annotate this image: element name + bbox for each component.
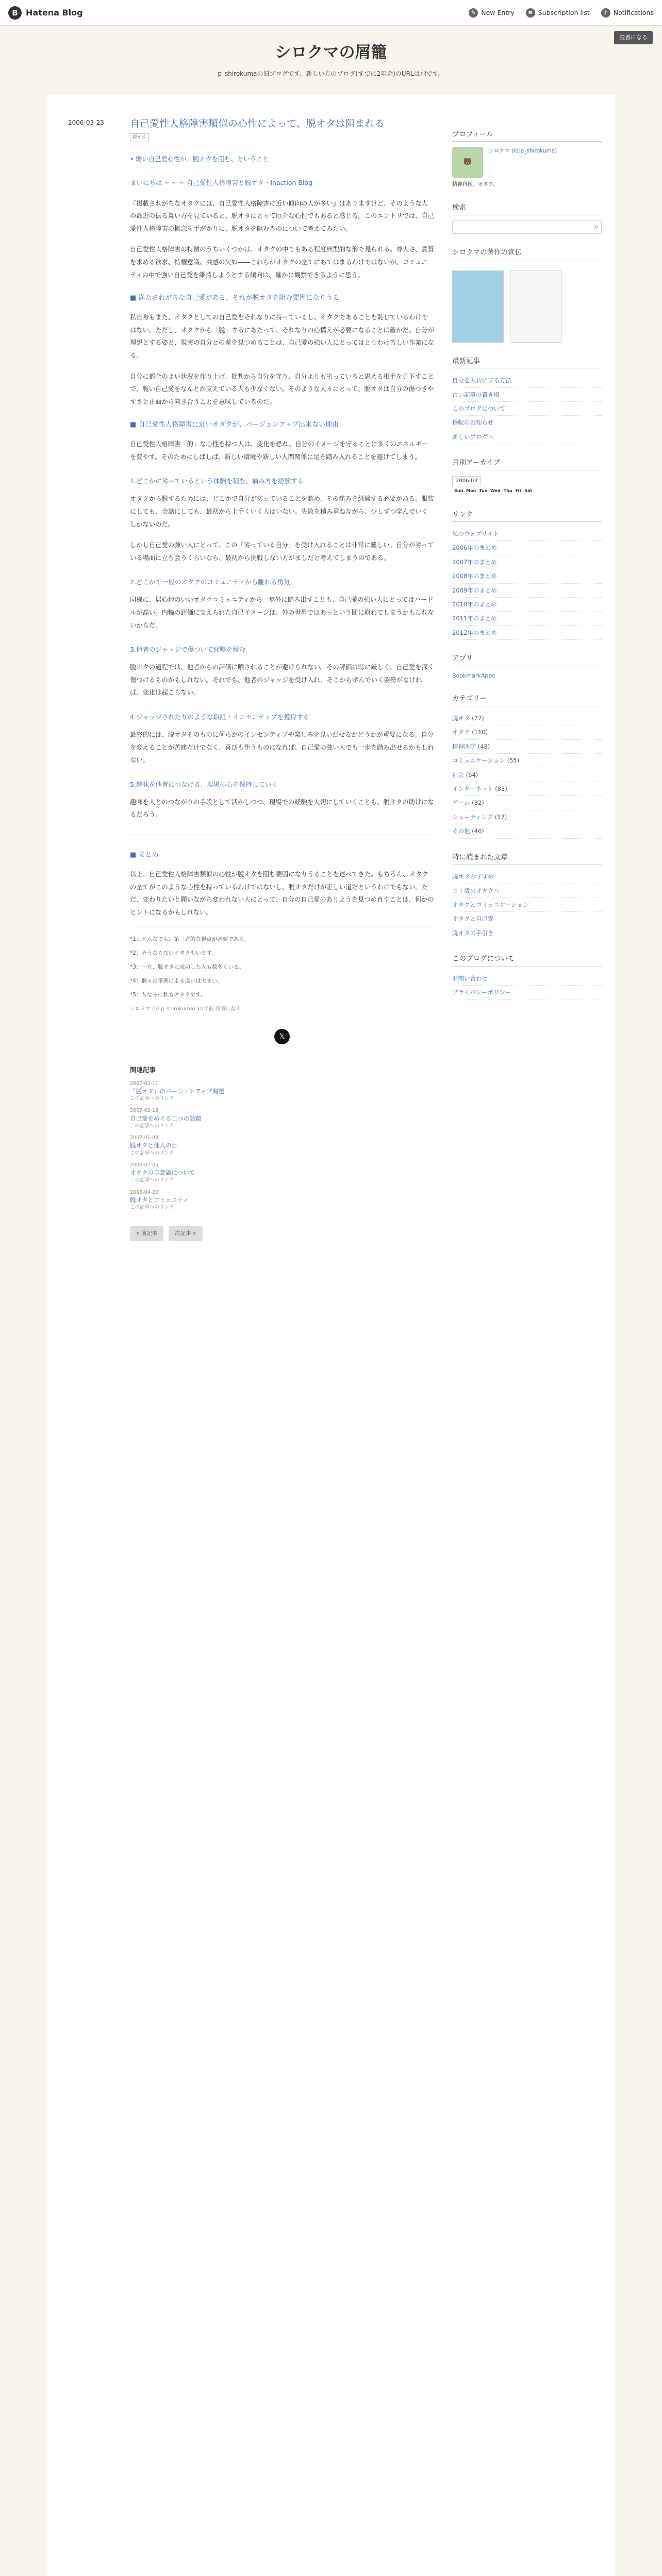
profile-box	[452, 147, 602, 178]
category-item[interactable]	[452, 754, 602, 768]
paragraph: 自己愛性人格障害「的」な心性を持つ人は、変化を恐れ、自分のイメージを守ることに多くのエネルギーを費やす。そのためにしばしば、新しい環境や新しい人間関係に足を踏み入れることを避けてしまう。	[130, 440, 428, 461]
category-count: (40)	[472, 827, 484, 835]
subsection-heading: 5.趣味を他者につなげる、現場の心を保持していく	[130, 780, 278, 788]
entry-date[interactable]: 2006-03-23	[68, 118, 104, 126]
apps-heading: アプリ	[452, 653, 602, 666]
recent-item[interactable]: 古い記事の置き場	[452, 388, 602, 402]
entry-footer-meta[interactable]: シロクマ (id:p_shirokuma) 10年前 読者になる	[130, 1006, 241, 1012]
category-item[interactable]	[452, 711, 602, 725]
profile-name[interactable]: シロクマ (id:p_shirokuma)	[488, 148, 557, 155]
category-name[interactable]: ゲーム	[452, 799, 470, 807]
category-name[interactable]: シューティング	[452, 813, 493, 821]
sidebar	[452, 116, 602, 1000]
popular-item[interactable]: 脱オタの手引き	[452, 926, 602, 940]
new-entry-button[interactable]	[469, 8, 515, 18]
category-item[interactable]	[452, 740, 602, 754]
related-source: この記事へのリンク	[130, 1123, 174, 1129]
about-heading: このブログについて	[452, 954, 602, 967]
related-title[interactable]: 自己愛をめぐる二つの話題	[130, 1114, 201, 1122]
about-item[interactable]: プライバシーポリシー	[452, 986, 602, 999]
share-area	[130, 1029, 434, 1044]
paragraph: 自己愛性人格障害の特徴のうちいくつかは、オタクの中でもある程度典型的な形で見られる。尊大さ、賞賛を求める欲求、特権意識、共感の欠如——これらがオタクの全てにあてはまるわけではないが、コミュニティの中で強い自己愛を維持しようとする傾向は、確かに観察できるように思う。	[130, 246, 434, 279]
pager	[130, 1226, 434, 1241]
related-title[interactable]: 脱オタと他人の目	[130, 1142, 177, 1149]
recent-item[interactable]: 新しいブログへ	[452, 430, 602, 444]
related-source: この記事へのリンク	[130, 1096, 174, 1102]
category-count: (110)	[472, 728, 488, 736]
books	[452, 265, 602, 343]
list-icon: ≡	[526, 8, 535, 18]
subsection-heading: 3.他者のジャッジで傷ついて経験を積む	[130, 646, 246, 654]
subscribe-button[interactable]: 読者になる	[614, 31, 653, 44]
about-item[interactable]: お問い合わせ	[452, 972, 602, 986]
popular-item[interactable]: オタクと自己愛	[452, 912, 602, 926]
recent-item[interactable]: このブログについて	[452, 402, 602, 416]
related-title[interactable]: 脱オタとコミュニティ	[130, 1196, 189, 1204]
category-item[interactable]	[452, 796, 602, 810]
recent-heading: 最新記事	[452, 356, 602, 369]
section-heading: ■ 満たされがちな自己愛がある、それが脱オタを阻む要因になりうる	[130, 294, 340, 302]
related-item[interactable]	[130, 1134, 434, 1157]
pencil-icon: ✎	[469, 8, 478, 18]
weekday: Mon	[466, 488, 476, 493]
blog-header	[0, 26, 662, 95]
content-wrapper	[47, 95, 615, 2576]
toc-item[interactable]: 弱い自己愛心性が、脱オタを阻む、ということ	[136, 155, 269, 163]
blog-subtitle: p_shirokumaの旧ブログです。新しい方のブログ(すでに2年余)のURLは別です。	[218, 70, 444, 77]
main-column	[47, 95, 444, 1241]
related-item[interactable]	[130, 1162, 434, 1184]
footnote: *1：どんなでも、第三者的な視点が必要である。	[130, 936, 250, 943]
popular-item[interactable]: オタクとコミュニケーション	[452, 898, 602, 912]
recent-list	[452, 374, 602, 444]
x-share-icon[interactable]: 𝕏	[274, 1029, 290, 1044]
link-item[interactable]: 2011年のまとめ	[452, 612, 602, 625]
lead-quote[interactable]: まいにちは ~ ~ ~ 自己愛性人格障害と脱オタ・Inaction Blog	[130, 178, 313, 187]
links-list	[452, 527, 602, 640]
related-title[interactable]: 「脱オタ」のバージョンアップ問題	[130, 1088, 224, 1095]
paragraph: しかし自己愛の強い人にとって、この「劣っている自分」を受け入れることは非常に難しい。自分が劣っている場面に立ち会うくらいなら、最初から挑戦しない方がましだと考えてしまうのである。	[130, 541, 434, 562]
weekday: Fri	[515, 488, 522, 493]
search-icon[interactable]: ⌕	[594, 223, 598, 231]
paragraph: 私自身もまた、オタクとしての自己愛をそれなりに持っているし、オタクであることを恥じているわけではない。ただし、オタクから「脱」するにあたって、それなりの心構えが必要になることは確かだ。自分が理想とする姿と、現実の自分との差を見つめることは、自己愛の強い人にとってはとりわけ苦しい作業になる。	[130, 314, 435, 359]
hatena-logo[interactable]	[8, 6, 83, 20]
category-count: (48)	[477, 742, 490, 750]
link-item[interactable]: 2010年のまとめ	[452, 598, 602, 612]
category-item[interactable]	[452, 810, 602, 824]
paragraph: 脱オタの過程では、他者からの評価に晒されることが避けられない。その評価は時に厳しく、自己愛を深く傷つけるものかもしれない。それでも、他者のジャッジを受け入れ、そこから学んでいく姿勢がなければ、変化は起こらない。	[130, 664, 435, 697]
section-heading: ■ 自己愛性人格障害に近いオタクが、バージョンアップ出来ない理由	[130, 421, 339, 429]
popular-item[interactable]: ニ十歳のオタクへ	[452, 884, 602, 898]
category-name[interactable]: 精神医学	[452, 742, 476, 750]
section-heading: ■ まとめ	[130, 851, 159, 859]
brand-label: Hatena Blog	[26, 7, 83, 18]
paragraph: 最終的には、脱オタそのものに何らかのインセンティブや楽しみを見いだせるかどうかが重要になる。自分を変えることが苦痛だけでなく、喜びも伴うものになれば、自己愛の強い人でも一歩を踏み出せるかもしれない。	[130, 731, 435, 764]
related-date: 2007-01-08	[130, 1135, 159, 1141]
next-entry-link[interactable]: 次記事 »	[169, 1226, 202, 1241]
category-name[interactable]: コミュニケーション	[452, 757, 505, 765]
popular-list	[452, 870, 602, 940]
category-item[interactable]	[452, 725, 602, 739]
paragraph: オタクから脱するためには、どこかで自分が劣っていることを認め、その痛みを経験する必要がある。服装にしても、会話にしても、最初から上手くいく人はいない。失敗を積み重ねながら、少しずつ学んでいくしかないのだ。	[130, 495, 434, 528]
paragraph: 趣味を人とのつながりの手段として活かしつつ、現場での経験を大切にしていくことも、脱オタの助けになるだろう。	[130, 798, 434, 819]
entry-title[interactable]: 自己愛性人格障害類似の心性によって、脱オタは阻まれる	[130, 117, 385, 129]
entry-category[interactable]: 脱オタ	[130, 133, 149, 142]
new-entry-label: New Entry	[481, 8, 515, 16]
related-date: 2007-02-11	[130, 1080, 159, 1087]
categories-heading: カテゴリー	[452, 693, 602, 706]
about-list	[452, 972, 602, 1000]
category-count: (64)	[466, 771, 478, 778]
subsection-heading: 1.どこかに劣っているという体験を積む、痛み方を経験する	[130, 477, 304, 485]
table-of-contents: • 弱い自己愛心性が、脱オタを阻む、ということ	[130, 155, 269, 163]
related-articles	[130, 1065, 434, 1211]
bell-icon: ♪	[601, 8, 610, 18]
category-count: (77)	[472, 715, 484, 722]
footnote: *4：個々の事例による違いは大きい。	[130, 978, 223, 985]
related-item[interactable]	[130, 1080, 434, 1103]
hatena-topbar	[0, 0, 662, 26]
category-count: (55)	[507, 757, 520, 765]
category-item[interactable]	[452, 768, 602, 782]
category-name[interactable]: オタク	[452, 728, 470, 736]
entry-body	[130, 153, 434, 1014]
related-source: この記事へのリンク	[130, 1204, 174, 1210]
related-source: この記事へのリンク	[130, 1177, 174, 1183]
footnote: *5：ちなみに私もオタクです。	[130, 991, 206, 998]
avatar[interactable]: 🐻	[452, 147, 483, 178]
link-item[interactable]: 2008年のまとめ	[452, 569, 602, 583]
category-item[interactable]	[452, 824, 602, 838]
category-count: (83)	[495, 785, 507, 792]
prev-entry-link[interactable]: « 前記事	[130, 1226, 163, 1241]
subsection-heading: 4.ジャッジされたりのような取組・インセンティブを獲得する	[130, 713, 310, 721]
search-input[interactable]	[452, 221, 602, 234]
category-name[interactable]: 社会	[452, 771, 464, 778]
notifications-button[interactable]	[601, 8, 654, 18]
book-cover[interactable]	[452, 270, 504, 343]
profile-text: 精神科医。オタク。	[452, 182, 499, 188]
related-date: 2006-04-20	[130, 1189, 159, 1195]
category-item[interactable]	[452, 782, 602, 796]
paragraph: 自分に都合のよい状況を作り上げ、批判から自分を守り、自分よりも劣っていると思える相手を見下すことで、脆い自己愛をなんとか支えている人も少なくない。そのような人々にとって、脱オタは自分の傷つきやすさと正面から向き合うことを意味しているのだ。	[130, 372, 434, 405]
category-name[interactable]: インターネット	[452, 785, 493, 792]
link-item[interactable]: 私のウェブサイト	[452, 527, 602, 541]
weekday: Sun	[454, 488, 464, 493]
footnotes	[130, 927, 434, 999]
month-select[interactable]: 2006-03	[452, 476, 481, 486]
calendar	[452, 486, 534, 496]
related-source: この記事へのリンク	[130, 1150, 174, 1156]
related-item[interactable]	[130, 1107, 434, 1129]
related-date: 2007-02-13	[130, 1108, 159, 1114]
weekday: Tue	[479, 488, 488, 493]
category-name[interactable]: その他	[452, 827, 470, 835]
related-item[interactable]	[130, 1189, 434, 1211]
paragraph: 同様に、居心地のいいオタクコミュニティから一歩外に踏み出すことも、自己愛の強い人にとってはハードルが高い。内輪の評価に支えられた自己イメージは、外の世界ではあっという間に崩れてしまうかもしれないからだ。	[130, 596, 434, 629]
popular-heading: 特に読まれた文章	[452, 852, 602, 865]
profile-heading: プロフィール	[452, 129, 602, 142]
link-item[interactable]: 2012年のまとめ	[452, 626, 602, 640]
footnote: *2：そうならないオタクもいます。	[130, 950, 217, 957]
subscription-label: Subscription list	[538, 8, 590, 16]
link-item[interactable]: 2007年のまとめ	[452, 555, 602, 569]
footnote: *3：一方、脱オタに成功した人も数多くいる。	[130, 964, 244, 971]
recent-item[interactable]: 移転のお知らせ	[452, 416, 602, 430]
notifications-label: Notifications	[613, 8, 654, 16]
blog-title[interactable]: シロクマの屑籠	[275, 43, 387, 62]
paragraph: 以上、自己愛性人格障害類似の心性が脱オタを阻む要因になりうることを述べてきた。もちろん、オタクの全てがこのような心性を持っているわけではないし、脱オタだけが正しい道だというわけでもない。ただ、変わりたいと願いながら変われない人にとって、自分の自己愛のありようを見つめ直すことは、何かのヒントになるかもしれない。	[130, 870, 434, 916]
link-item[interactable]: 2009年のまとめ	[452, 584, 602, 598]
calendar-heading: 月別アーカイブ	[452, 457, 602, 470]
link-item[interactable]: 2006年のまとめ	[452, 541, 602, 555]
weekday: Sat	[524, 488, 533, 493]
book-cover[interactable]	[510, 270, 561, 343]
search-heading: 検索	[452, 202, 602, 215]
related-heading: 関連記事	[130, 1065, 156, 1074]
category-name[interactable]: 脱オタ	[452, 715, 470, 722]
popular-item[interactable]: 脱オタのすすめ	[452, 870, 602, 884]
related-title[interactable]: オタクの自意識について	[130, 1169, 195, 1177]
category-list	[452, 711, 602, 839]
hatena-logo-icon: B	[8, 6, 22, 20]
related-date: 2006-07-05	[130, 1162, 159, 1168]
weekday: Thu	[503, 488, 512, 493]
links-heading: リンク	[452, 510, 602, 522]
recent-item[interactable]: 自分を大切にする方法	[452, 374, 602, 387]
entry-header	[68, 116, 434, 143]
paragraph: 『掲載されがちなオタクには、自己愛性人格障害に近い傾向の人が多い』はありますけど、そのような人の最近の振る舞い方を見ていると、脱オタにとって厄介な心性でもあると感じる。このエントリでは、自己愛性人格障害の概念を手がかりに、脱オタを阻むものについて考えてみたい。	[130, 199, 435, 232]
category-count: (17)	[494, 813, 507, 821]
books-heading: シロクマの著作の宣伝	[452, 247, 602, 260]
weekday: Wed	[490, 488, 501, 493]
subsection-heading: 2.どこかで一般のオタクのコミュニティから離れる勇気	[130, 578, 290, 586]
apps-link[interactable]: BookmarkApps	[452, 672, 495, 679]
category-count: (32)	[472, 799, 484, 807]
subscription-list-button[interactable]	[526, 8, 590, 18]
